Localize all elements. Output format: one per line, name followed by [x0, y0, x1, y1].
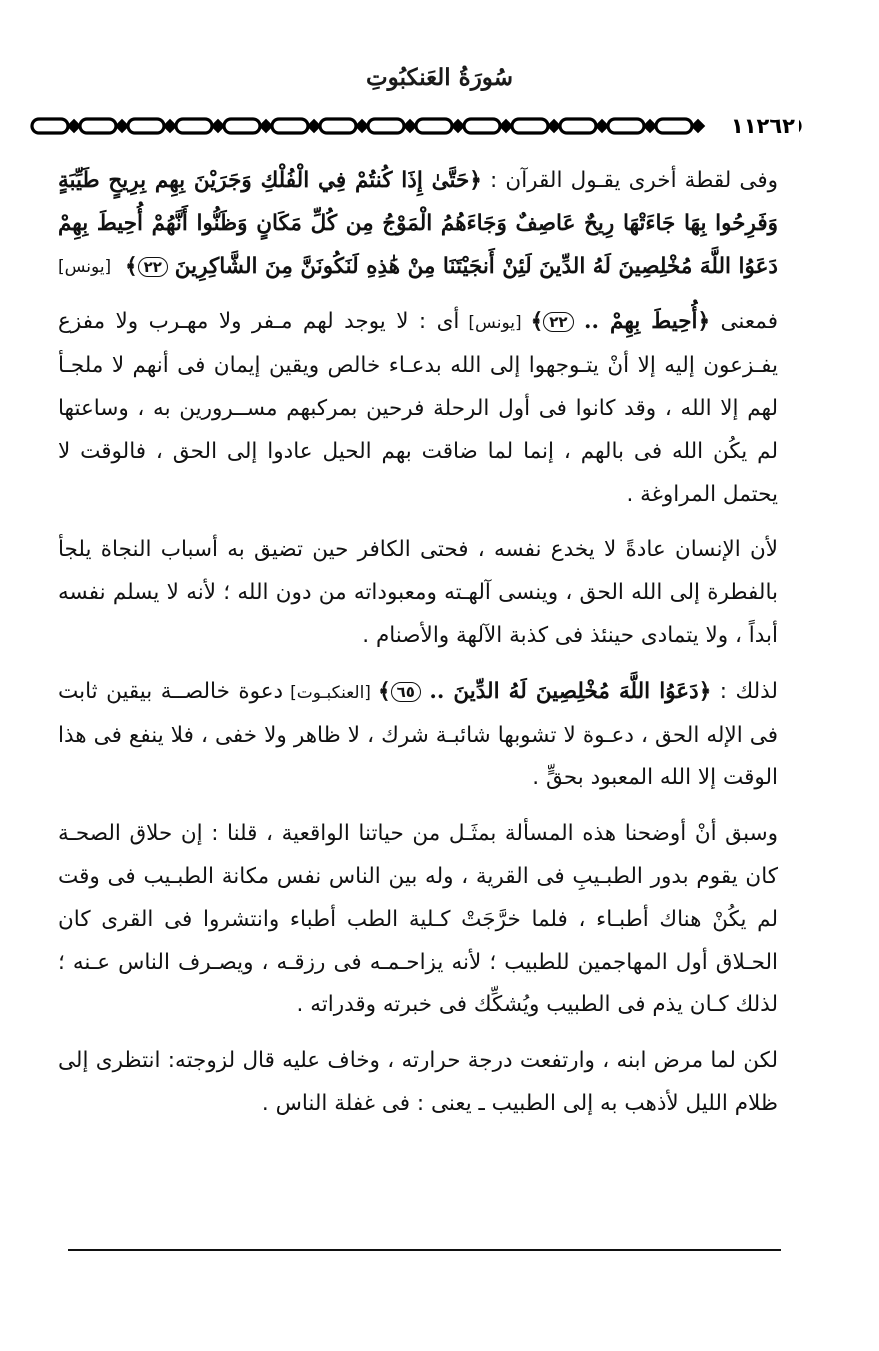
paragraph-2 — [58, 301, 778, 516]
chain-link — [272, 119, 308, 133]
chain-link — [128, 119, 164, 133]
chain-diamond — [693, 121, 703, 131]
quran-verse: ﴿حَتَّىٰ إِذَا كُنتُمْ فِي الْفُلْكِ وَجَرَيْنَ بِهِم بِرِيحٍ طَيِّبَةٍ وَفَرِحُوا بِهَا جَاءَتْهَا رِيحٌ عَاصِفٌ وَجَاءَهُمُ الْمَوْجُ مِن كُلِّ مَكَانٍ وَظَنُّوا أَنَّهُمْ أُحِيطَ بِهِمْ دَعَوُا اللَّهَ مُخْلِصِينَ لَهُ الدِّينَ لَئِنْ أَنجَيْتَنَا مِنْ هَٰذِهِ لَنَكُونَنَّ مِنَ الشَّاكِرِينَ — [58, 168, 778, 279]
quran-verse: ﴿أُحِيطَ بِهِمْ .. — [583, 309, 711, 335]
chain-link — [464, 119, 500, 133]
chain-diamond — [261, 121, 271, 131]
chain-diamond — [165, 121, 175, 131]
chain-link — [32, 119, 68, 133]
verse-close-bracket: ﴾ — [125, 253, 138, 279]
lead-text: لذلك : — [711, 678, 778, 704]
paragraph-text: لكن لما مرض ابنه ، وارتفعت درجة حرارته ، وخاف عليه قال لزوجته: انتظرى إلى ظلام الليل لأذهب به إلى الطبيب ـ يعنى : فى غفلة الناس . — [58, 1048, 778, 1116]
surah-title: سُورَةُ العَنكبُوتِ — [366, 64, 513, 91]
footer-rule — [68, 1249, 781, 1251]
chain-link — [512, 119, 548, 133]
decorative-chain-rule — [28, 114, 808, 138]
paragraph-3 — [58, 529, 778, 657]
surah-reference: [العنكبـوت] — [283, 682, 378, 703]
paragraph-6 — [58, 1040, 778, 1126]
chain-link — [368, 119, 404, 133]
lead-text: فمعنى — [710, 309, 778, 335]
chain-diamond — [69, 121, 79, 131]
chain-diamond — [453, 121, 463, 131]
chain-link — [80, 119, 116, 133]
surah-reference: [يونس] — [58, 256, 112, 277]
page-body — [58, 160, 778, 1126]
page-number: ١١٢٦٢ — [727, 113, 799, 139]
chain-link — [608, 119, 644, 133]
paragraph-text: وسبق أنْ أوضحنا هذه المسألة بمثَـل من حياتنا الواقعية ، قلنا : إن حلاق الصحـة كان يقوم بدور الطبـيبِ فى القرية ، وله بين الناس نفس مكانة الطبـيب فى وقت لم يكُنْ هناك أطبـاء ، فلما خرَّجَتْ كـلية الطب أطباء وانتشروا فى القرى كان الحـلاق أول المهاجمين للطبيب ؛ لأنه يزاحـمـه فى رزقـه ، ويصـرف الناس عـنه ؛ لذلك كـان يذم فى الطبيب ويُشكِّك فى خبرته وقدراته . — [58, 821, 778, 1018]
chain-link — [416, 119, 452, 133]
chain-diamond — [549, 121, 559, 131]
chain-diamond — [405, 121, 415, 131]
chain-link — [224, 119, 260, 133]
verse-close-bracket: ﴾ — [377, 678, 391, 704]
quran-verse: ﴿دَعَوُا اللَّهَ مُخْلِصِينَ لَهُ الدِّينَ .. — [429, 678, 712, 704]
ayah-number: ٢٢ — [138, 257, 168, 277]
chain-link — [176, 119, 212, 133]
chain-link — [560, 119, 596, 133]
chain-diamond — [645, 121, 655, 131]
chain-diamond — [117, 121, 127, 131]
chain-diamond — [357, 121, 367, 131]
chain-diamond — [597, 121, 607, 131]
paragraph-text: دعوة خالصــة بيقين ثابت فى الإله الحق ، دعـوة لا تشوبها شائبـة شرك ، لا ظاهر ولا خفى ، فلا ينفع فى هذا الوقت إلا الله المعبود بحقٍّ . — [58, 678, 778, 791]
ayah-number: ٢٢ — [543, 312, 573, 332]
chain-link — [656, 119, 692, 133]
paragraph-1 — [58, 160, 778, 288]
lead-text: وفى لقطة أخرى يقـول القرآن : — [481, 168, 778, 193]
paragraph-text: لأن الإنسان عادةً لا يخدع نفسه ، فحتى الكافر حين تضيق به أسباب النجاة يلجأ بالفطرة إلى الله الحق ، وينسى آلهـته ومعبوداته من دون الله ؛ لأنه لا يسلم نفسه أبداً ، ولا يتمادى حينئذ فى كذبة الآلهة والأصنام . — [58, 537, 778, 648]
chain-diamond — [501, 121, 511, 131]
chain-diamond — [213, 121, 223, 131]
surah-reference: [يونس] — [459, 313, 531, 334]
chain-diamond — [309, 121, 319, 131]
verse-close-bracket: ﴾ — [530, 309, 544, 335]
paragraph-5 — [58, 813, 778, 1027]
paragraph-text: أى : لا يوجد لهم مـفر ولا مهـرب ولا مفزع يفـزعون إليه إلا أنْ يتـوجهوا إلى الله بدعـاء خالص ويقين إيمان فى أنهم لا ملجـأ لهم إلا الله ، وقد كانوا فى أول الرحلة فرحين بمركبهم مســرورين به ، وساعتها لم يكُن الله فى بالهم ، إنما لما ضاقت بهم الحيل عادوا إلى الحق ، فالوقت لا يحتمل المراوغة . — [58, 309, 778, 507]
chain-link — [320, 119, 356, 133]
paragraph-4 — [58, 671, 778, 800]
ayah-number: ٦٥ — [391, 682, 421, 702]
